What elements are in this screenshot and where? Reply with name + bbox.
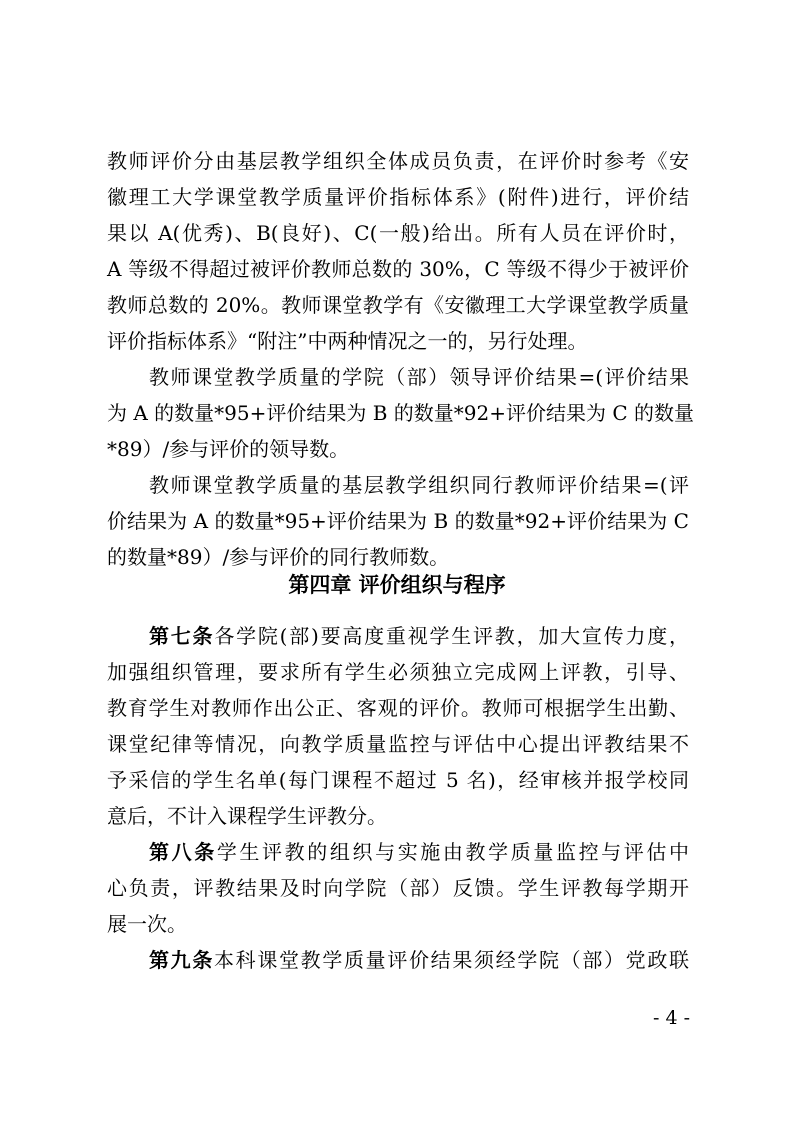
- paragraph-line: 意后，不计入课程学生评教分。: [107, 804, 387, 828]
- paragraph-line: 课堂纪律等情况，向教学质量监控与评估中心提出评教结果不: [107, 732, 689, 756]
- paragraph-line: 徽理工大学课堂教学质量评价指标体系》(附件)进行，评价结: [107, 185, 689, 209]
- article-9-label: 第九条: [149, 948, 214, 972]
- paragraph-line: 的数量*89）/参与评价的同行教师数。: [107, 545, 450, 569]
- paragraph-line: 教师课堂教学质量的基层教学组织同行教师评价结果=(评: [149, 473, 689, 497]
- article-9-first-line: [149, 942, 689, 978]
- paragraph-line: 价结果为 A 的数量*95+评价结果为 B 的数量*92+评价结果为 C: [107, 509, 689, 533]
- paragraph-line: 教育学生对教师作出公正、客观的评价。教师可根据学生出勤、: [107, 696, 689, 720]
- article-9-text: 本科课堂教学质量评价结果须经学院（部）党政联: [214, 948, 689, 972]
- chapter-heading: 第四章 评价组织与程序: [288, 573, 506, 597]
- paragraph-line: 果以 A(优秀)、B(良好)、C(一般)给出。所有人员在评价时，: [107, 221, 689, 245]
- paragraph-line: A 等级不得超过被评价教师总数的 30%，C 等级不得少于被评价: [107, 257, 689, 281]
- article-8-text: 学生评教的组织与实施由教学质量监控与评估中: [216, 840, 690, 864]
- paragraph-line: 予采信的学生名单(每门课程不超过 5 名)，经审核并报学校同: [107, 768, 689, 792]
- paragraph-line: 教师总数的 20%。教师课堂教学有《安徽理工大学课堂教学质量: [107, 293, 689, 317]
- paragraph-line: 心负责，评教结果及时向学院（部）反馈。学生评教每学期开: [107, 876, 689, 900]
- paragraph-line: 加强组织管理，要求所有学生必须独立完成网上评教，引导、: [107, 660, 689, 684]
- paragraph-line: 教师评价分由基层教学组织全体成员负责，在评价时参考《安: [107, 149, 689, 173]
- paragraph-line: 教师课堂教学质量的学院（部）领导评价结果=(评价结果: [149, 365, 689, 389]
- article-7-first-line: [149, 618, 689, 654]
- paragraph-line: 展一次。: [107, 912, 187, 936]
- paragraph-line: *89）/参与评价的领导数。: [107, 437, 350, 461]
- article-8-label: 第八条: [149, 840, 217, 864]
- article-8-first-line: [149, 834, 689, 870]
- article-7-label: 第七条: [149, 624, 215, 648]
- article-7-text: 各学院(部)要高度重视学生评教，加大宣传力度，: [214, 624, 689, 648]
- page-number: - 4 -: [652, 1007, 690, 1029]
- paragraph-line: 评价指标体系》“附注”中两种情况之一的，另行处理。: [107, 329, 588, 353]
- paragraph-line: 为 A 的数量*95+评价结果为 B 的数量*92+评价结果为 C 的数量: [107, 401, 695, 425]
